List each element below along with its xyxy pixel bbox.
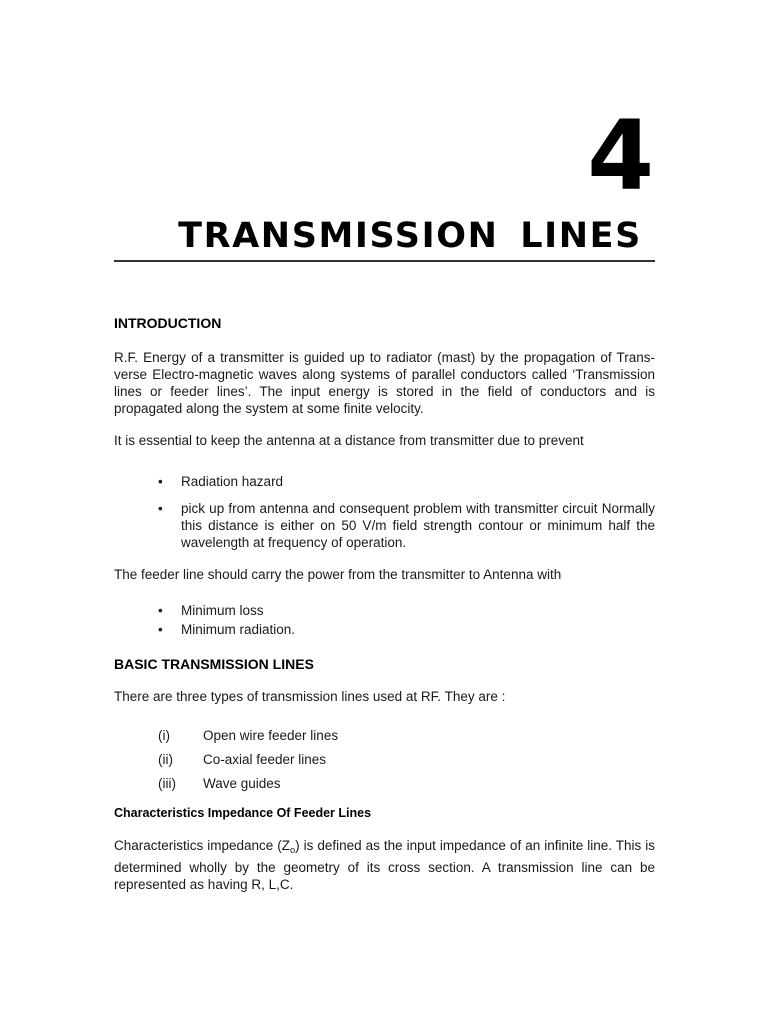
impedance-heading: Characteristics Impedance Of Feeder Lines [114, 806, 372, 820]
list-item [114, 473, 655, 490]
types-paragraph: There are three types of transmission lines used at RF. They are : [114, 689, 506, 704]
list-item-text: Open wire feeder lines [203, 728, 339, 743]
impedance-text-start: Characteristics impedance (Z [114, 838, 291, 853]
chapter-title: TRANSMISSION LINES [178, 216, 642, 256]
list-item-text: Minimum loss [181, 603, 264, 618]
list-item-number: (i) [158, 728, 170, 743]
list-item-text: Wave guides [203, 776, 281, 791]
list-item-text: Minimum radiation. [181, 622, 296, 637]
introduction-heading: INTRODUCTION [114, 315, 222, 331]
list-item [114, 751, 655, 775]
list-item-text: Radiation hazard [181, 474, 284, 489]
bullet-icon: • [158, 474, 163, 489]
list-item [114, 601, 655, 620]
list-item-text: pick up from antenna and consequent problem with transmitter circuit Normally this distance is either on 50 V/m field strength contour or minimum half the wavelength at frequency of operation. [181, 501, 655, 550]
feeder-line-paragraph: The feeder line should carry the power from the transmitter to Antenna with [114, 567, 562, 582]
list-item [114, 775, 655, 799]
bullet-icon: • [158, 603, 163, 618]
list-item [114, 620, 655, 639]
prevention-list [114, 473, 655, 551]
title-divider [114, 260, 655, 262]
line-types-list [114, 727, 655, 799]
list-item [114, 500, 655, 551]
basic-transmission-lines-heading: BASIC TRANSMISSION LINES [114, 656, 314, 672]
document-body [114, 314, 655, 893]
chapter-number: 4 [587, 100, 654, 212]
list-item-number: (iii) [158, 776, 176, 791]
impedance-text-end: ) is defined as the input impedance of an infinite line. This is determined wholly by the geometry of its cross section. A transmission line can be represented as having R, L,C. [114, 838, 655, 892]
feeder-requirements-list [114, 601, 655, 639]
bullet-icon: • [158, 501, 163, 516]
list-item-text: Co-axial feeder lines [203, 752, 327, 767]
antenna-distance-paragraph: It is essential to keep the antenna at a distance from transmitter due to prevent [114, 433, 584, 448]
bullet-icon: • [158, 622, 163, 637]
z-subscript: o [290, 845, 296, 855]
intro-paragraph: R.F. Energy of a transmitter is guided up to radiator (mast) by the propagation of Trans-verse Electro-magnetic waves along systems of parallel conductors called ‘Transmission lines or feeder lines’. The input energy is stored in the field of conductors and is propagated along the system at some finite velocity. [114, 350, 655, 416]
list-item-number: (ii) [158, 752, 173, 767]
impedance-paragraph [114, 837, 655, 893]
list-item [114, 727, 655, 751]
